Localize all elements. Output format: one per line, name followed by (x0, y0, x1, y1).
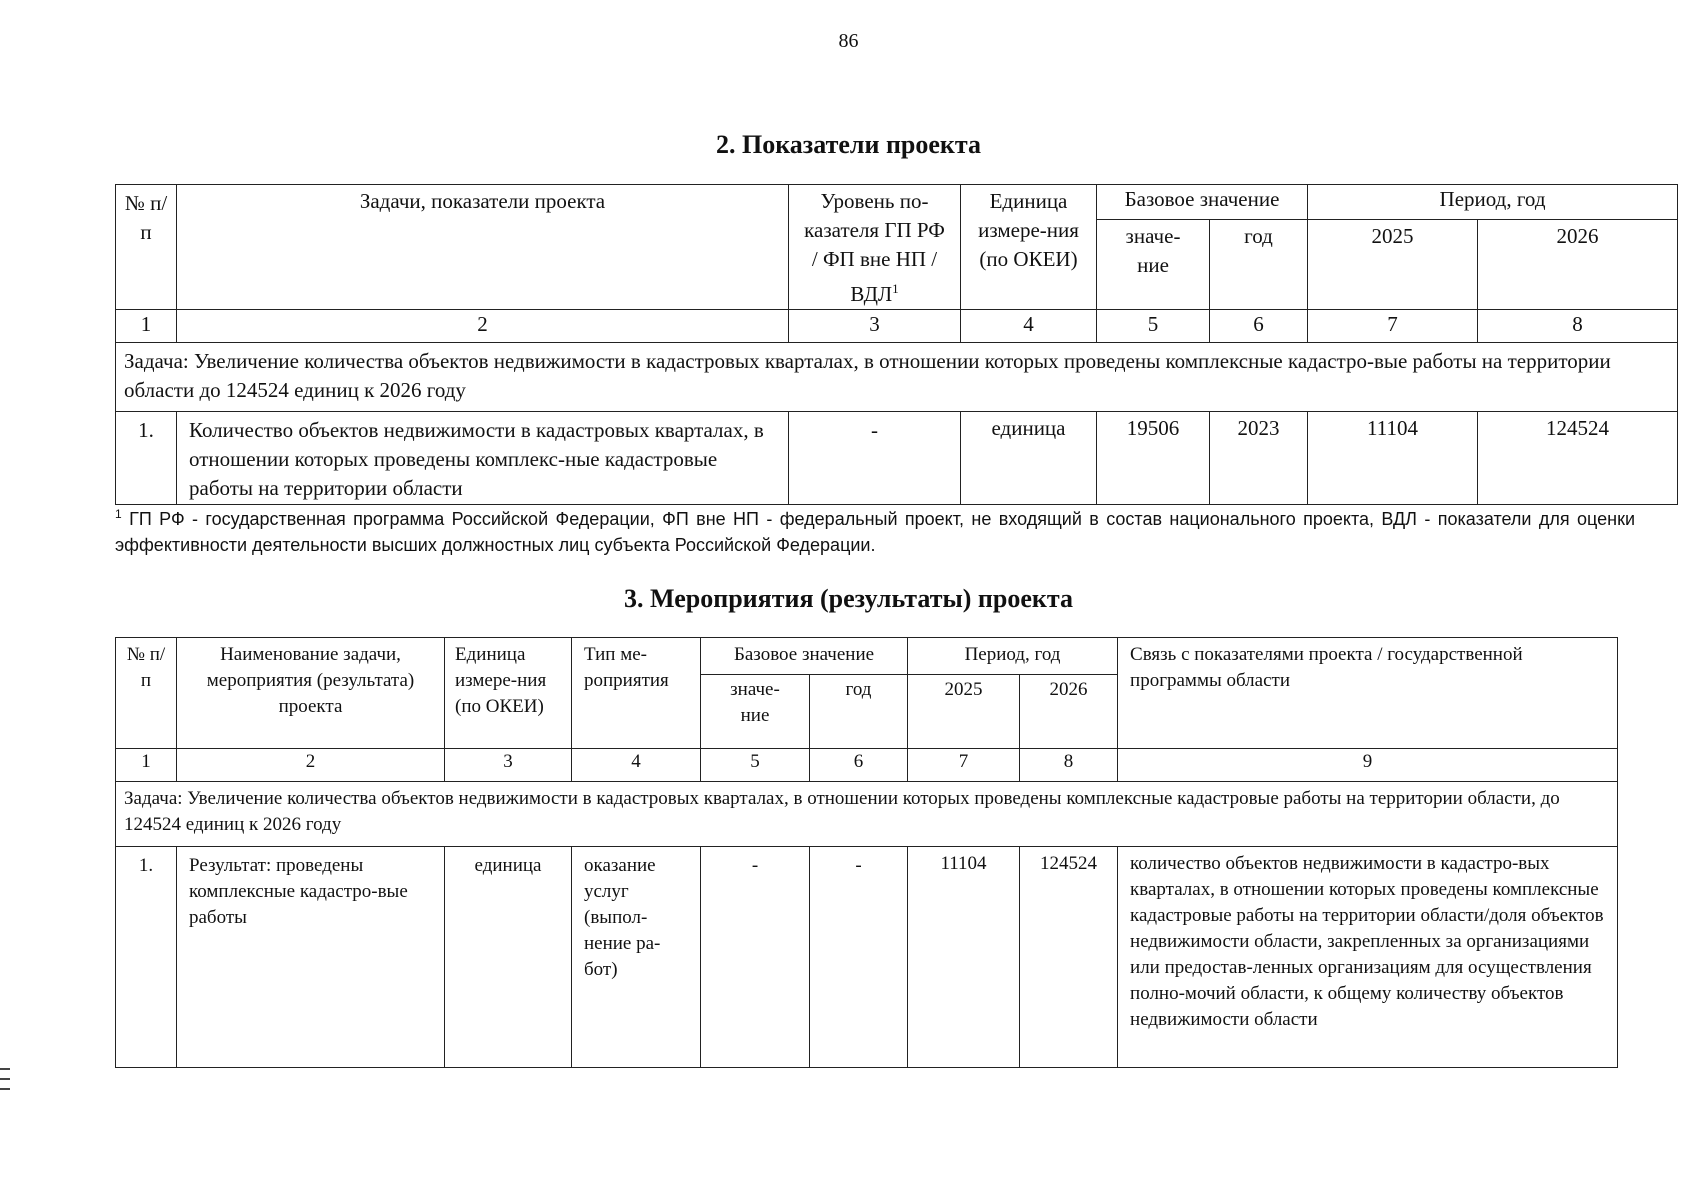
table-row (116, 412, 1678, 505)
col-number: 3 (445, 749, 572, 782)
binding-mark (0, 1078, 10, 1080)
row-num: 1. (116, 847, 177, 1068)
binding-mark (0, 1088, 10, 1090)
row-num: 1. (116, 412, 177, 505)
column-numbers-row (116, 749, 1618, 782)
column-numbers-row (116, 310, 1678, 343)
header-2026: 2026 (1020, 675, 1118, 749)
header-base-value: значе-ние (701, 675, 810, 749)
row-name: Результат: проведены комплексные кадастро-вые работы (177, 847, 445, 1068)
header-base-year: год (810, 675, 908, 749)
header-level (789, 185, 961, 310)
row-2026: 124524 (1478, 412, 1678, 505)
col-number: 5 (1097, 310, 1210, 343)
section-2-title: 2. Показатели проекта (715, 130, 981, 159)
task-row (116, 782, 1618, 847)
col-number: 7 (908, 749, 1020, 782)
header-type: Тип ме-роприятия (572, 638, 701, 749)
row-unit: единица (961, 412, 1097, 505)
row-link: количество объектов недвижимости в кадастро-вых кварталах, в отношении которых проведены комплексные кадастровые работы на территории области/доля объектов недвижимости области, закрепленных за организациями или предостав-ленных организациям для осуществления полно-мочий области, к общему количеству объектов недвижимости области (1118, 847, 1618, 1068)
header-row (116, 185, 1678, 220)
header-2025: 2025 (1308, 220, 1478, 310)
col-number: 4 (961, 310, 1097, 343)
margin-binding-marks (0, 1068, 10, 1098)
header-base: Базовое значение (1097, 185, 1308, 220)
header-base-value: значе-ние (1097, 220, 1210, 310)
col-number: 1 (116, 310, 177, 343)
header-name: Наименование задачи, мероприятия (результата) проекта (177, 638, 445, 749)
header-level-footnote-mark: 1 (892, 281, 899, 296)
header-unit: Единица измере-ния (по ОКЕИ) (961, 185, 1097, 310)
header-num: № п/п (116, 185, 177, 310)
row-base-year: 2023 (1210, 412, 1308, 505)
col-number: 2 (177, 310, 789, 343)
col-number: 5 (701, 749, 810, 782)
header-tasks: Задачи, показатели проекта (177, 185, 789, 310)
col-number: 8 (1020, 749, 1118, 782)
task-row (116, 343, 1678, 412)
header-2025: 2025 (908, 675, 1020, 749)
header-base-year: год (1210, 220, 1308, 310)
table-row (116, 847, 1618, 1068)
col-number: 3 (789, 310, 961, 343)
col-number: 8 (1478, 310, 1678, 343)
row-2025: 11104 (908, 847, 1020, 1068)
col-number: 7 (1308, 310, 1478, 343)
row-level: - (789, 412, 961, 505)
col-number: 6 (810, 749, 908, 782)
row-2026: 124524 (1020, 847, 1118, 1068)
header-2026: 2026 (1478, 220, 1678, 310)
col-number: 9 (1118, 749, 1618, 782)
page-number: 86 (838, 30, 859, 52)
header-level-text: Уровень по-казателя ГП РФ / ФП вне НП / ВДЛ (804, 189, 945, 306)
row-base-value: 19506 (1097, 412, 1210, 505)
header-link: Связь с показателями проекта / государственной программы области (1118, 638, 1618, 749)
row-type: оказание услуг (выпол-нение ра-бот) (572, 847, 701, 1068)
footnote-text: ГП РФ - государственная программа Российской Федерации, ФП вне НП - федеральный проект, не входящий в состав национального проекта, ВДЛ - показатели для оценки эффективности деятельности высших должностных лиц субъекта Российской Федерации. (115, 509, 1635, 555)
header-base: Базовое значение (701, 638, 908, 675)
col-number: 4 (572, 749, 701, 782)
binding-mark (0, 1068, 10, 1070)
footnote (115, 501, 1635, 558)
footnote-mark: 1 (115, 507, 122, 521)
row-base-value: - (701, 847, 810, 1068)
header-period: Период, год (908, 638, 1118, 675)
header-row (116, 638, 1618, 675)
task-text: Задача: Увеличение количества объектов недвижимости в кадастровых кварталах, в отношении которых проведены комплексные кадастро-вые работы на территории области до 124524 единиц к 2026 году (116, 343, 1678, 412)
row-base-year: - (810, 847, 908, 1068)
col-number: 6 (1210, 310, 1308, 343)
section-3-title: 3. Мероприятия (результаты) проекта (624, 584, 1073, 613)
header-period: Период, год (1308, 185, 1678, 220)
row-2025: 11104 (1308, 412, 1478, 505)
row-name: Количество объектов недвижимости в кадастровых кварталах, в отношении которых проведены комплекс-ные кадастровые работы на территории области (177, 412, 789, 505)
col-number: 1 (116, 749, 177, 782)
col-number: 2 (177, 749, 445, 782)
indicators-table (115, 184, 1678, 505)
activities-table (115, 637, 1618, 1068)
row-unit: единица (445, 847, 572, 1068)
task-text: Задача: Увеличение количества объектов недвижимости в кадастровых кварталах, в отношении которых проведены комплексные кадастровые работы на территории области, до 124524 единиц к 2026 году (116, 782, 1618, 847)
header-num: № п/п (116, 638, 177, 749)
header-unit: Единица измере-ния (по ОКЕИ) (445, 638, 572, 749)
